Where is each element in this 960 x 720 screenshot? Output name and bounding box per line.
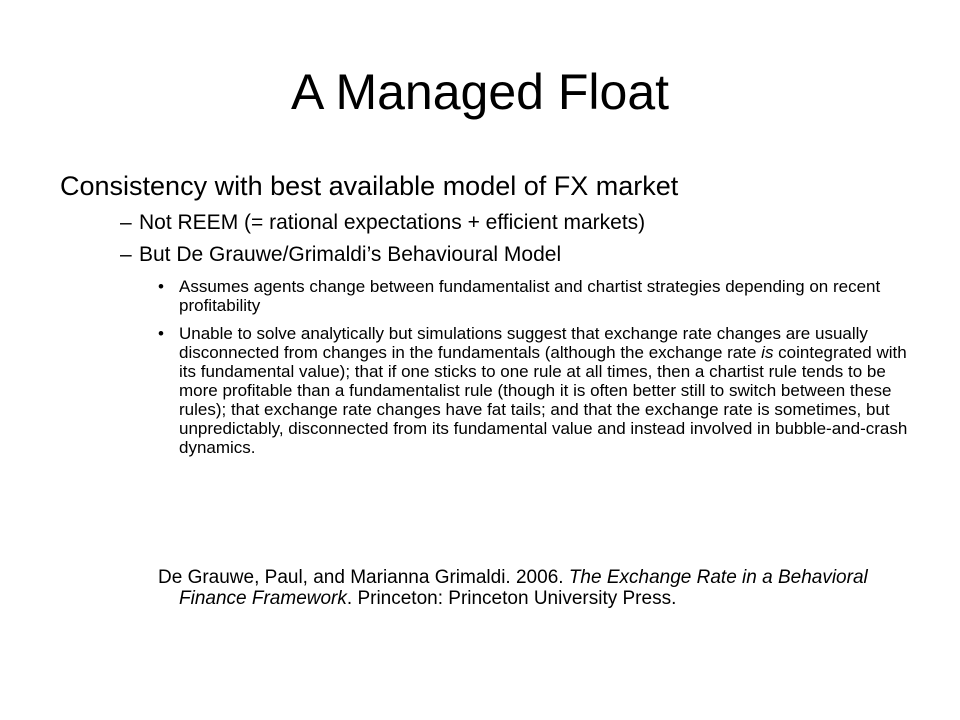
reference-authors: De Grauwe, Paul, and Marianna Grimaldi. 2006.	[158, 567, 569, 588]
bullet-text: Assumes agents change between fundamentalist and chartist strategies depending on recent profitability	[179, 277, 881, 315]
dash-marker: –	[120, 243, 132, 266]
bullet-text-part: cointegrated with its fundamental value); that if one sticks to one rule at all times, then a chartist rule tends to be more profitable than a fundamentalist rule (though it is often better still to switch between these rules); that exchange rate changes have fat tails; and that the exchange rate is sometimes, but unpredictably, disconnected from its fundamental value and instead involved in bubble-and-crash dynamics.	[179, 343, 908, 457]
bullet-text	[179, 324, 918, 457]
main-point: Consistency with best available model of FX market	[60, 171, 679, 201]
subpoint-text: Not REEM (= rational expectations + efficient markets)	[139, 211, 646, 234]
bullet-text-part: Unable to solve analytically but simulations suggest that exchange rate changes are usually disconnected from changes in the fundamentals (although the exchange rate	[179, 324, 868, 362]
reference-publisher: . Princeton: Princeton University Press.	[346, 588, 677, 609]
subpoint-text: But De Grauwe/Grimaldi’s Behavioural Model	[139, 243, 562, 266]
reference-citation	[158, 567, 939, 609]
bullet-text-emphasis: is	[761, 343, 774, 362]
dash-marker: –	[120, 211, 132, 234]
bullet-marker: •	[158, 277, 164, 296]
bullet-simulations	[158, 324, 918, 457]
reference-book-title: The Exchange Rate in a Behavioral Finance Framework	[179, 567, 868, 609]
slide-title: A Managed Float	[290, 64, 670, 120]
bullet-assumes-agents	[158, 277, 918, 315]
bullet-marker: •	[158, 324, 164, 343]
